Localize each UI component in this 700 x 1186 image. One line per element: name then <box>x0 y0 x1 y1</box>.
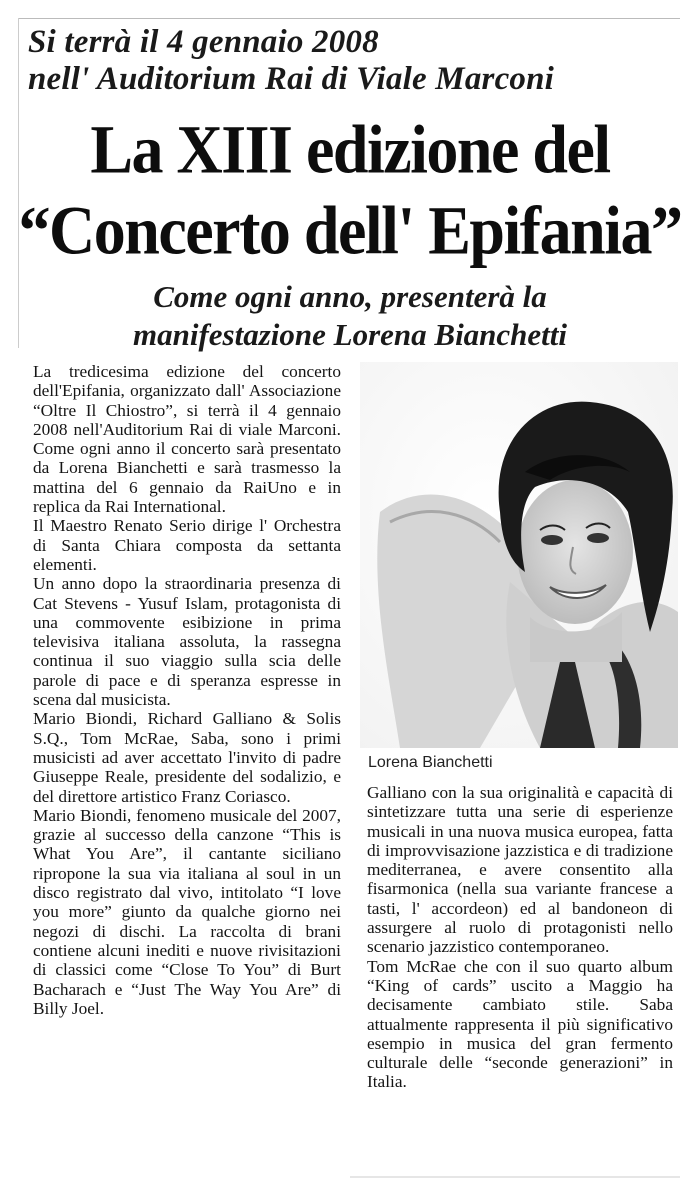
scan-smudge <box>350 1176 680 1178</box>
subheadline <box>0 278 700 354</box>
body-column-left <box>33 362 341 1018</box>
photo-caption: Lorena Bianchetti <box>368 754 493 771</box>
body-paragraph: Galliano con la sua originalità e capacità di sintetizzare tutta una serie di esperienze musicali in una nuova musica europea, fatta di improvvisazione jazzistica e di tradizione mediterranea, e avere consentito alla fisarmonica (nella sua variante francese a tasti, l' accordeon) ed al bandoneon di assurgere al ruolo di protagonisti nello scenario jazzistico contemporaneo. <box>367 783 673 957</box>
headline <box>0 109 700 271</box>
subheadline-line-2: manifestazione Lorena Bianchetti <box>132 317 568 352</box>
body-paragraph: Mario Biondi, Richard Galliano & Solis S.Q., Tom McRae, Saba, sono i primi musicisti ad aver accettato l'invito di padre Giuseppe Reale, presidente del sodalizio, e del direttore artistico Franz Coriasco. <box>33 709 341 806</box>
kicker-line-1: Si terrà il 4 gennaio 2008 <box>28 24 379 60</box>
body-paragraph: Mario Biondi, fenomeno musicale del 2007, grazie al successo della canzone “This is What You Are”, il cantante siciliano ripropone la sua via italiana al soul in un disco registrato dal vivo, intitolato “I love you more” giunto da qualche giorno nei negozi di dischi. La raccolta di brani contiene alcuni inediti e nuove rivisitazioni di classici come “Close To You” di Burt Bacharach e “Just The Way You Are” di Billy Joel. <box>33 805 341 1018</box>
body-paragraph: La tredicesima edizione del concerto dell'Epifania, organizzato dall' Associazione “Oltre Il Chiostro”, si terrà il 4 gennaio 2008 nell'Auditorium Rai di viale Marconi. Come ogni anno il concerto sarà presentato da Lorena Bianchetti e sarà trasmesso la mattina del 6 gennaio da RaiUno e in replica da Rai International. <box>33 362 341 517</box>
body-paragraph: Il Maestro Renato Serio dirige l' Orchestra di Santa Chiara composta da settanta elementi. <box>33 516 341 574</box>
clipping-top-edge <box>18 18 680 19</box>
body-paragraph: Tom McRae che con il suo quarto album “King of cards” uscito a Maggio ha decisamente cambiato stile. Saba attualmente rappresenta il più significativo esempio in musica del gran fermento culturale delle “seconde generazioni” in Italia. <box>367 956 673 1092</box>
body-column-right <box>367 783 673 1092</box>
portrait-illustration <box>360 362 678 748</box>
subheadline-line-1: Come ogni anno, presenterà la <box>153 279 547 314</box>
headline-line-1: La XIII edizione del <box>90 111 610 188</box>
portrait-photo <box>360 362 678 748</box>
body-paragraph: Un anno dopo la straordinaria presenza di Cat Stevens - Yusuf Islam, protagonista di una commovente esibizione in prima televisiva italiana assoluta, la rassegna continua il suo viaggio sulla scia delle parole di pace e di speranza espresse in scena dal musicista. <box>33 574 341 710</box>
headline-line-2: “Concerto dell' Epifania” <box>18 192 682 269</box>
kicker-line-2: nell' Auditorium Rai di Viale Marconi <box>28 61 555 97</box>
kicker <box>28 24 678 98</box>
